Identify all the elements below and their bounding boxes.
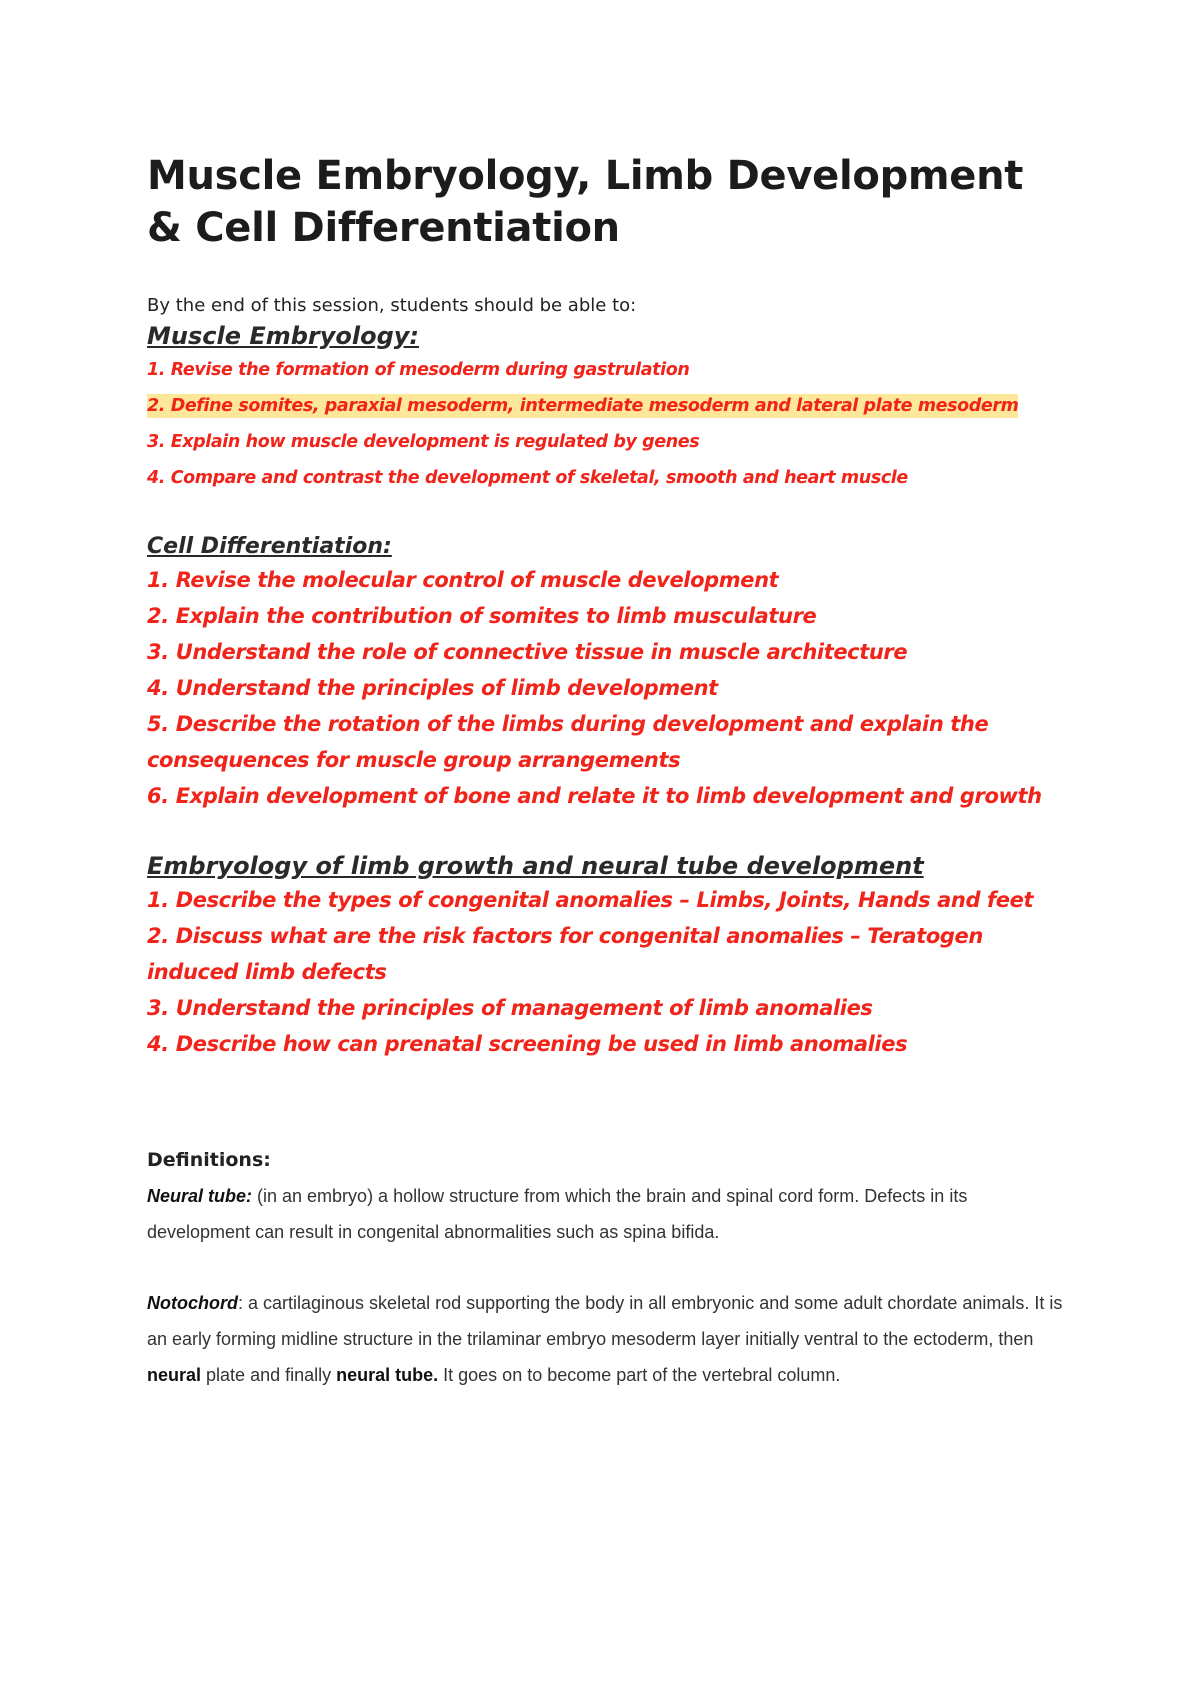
objective-item: 1. Describe the types of congenital anomalies – Limbs, Joints, Hands and feet <box>147 888 1034 912</box>
bold-term: neural tube. <box>336 1365 439 1385</box>
objective-list <box>147 562 1067 814</box>
objective-item: 1. Revise the molecular control of muscle development <box>147 568 779 592</box>
objective-item: 1. Revise the formation of mesoderm during gastrulation <box>147 360 690 380</box>
definitions-section <box>147 1146 1067 1393</box>
objective-item: 3. Understand the principles of management of limb anomalies <box>147 996 873 1020</box>
section-heading: Cell Differentiation: <box>147 534 392 559</box>
objective-list <box>147 352 1067 496</box>
definition-text: : a cartilaginous skeletal rod supporting the body in all embryonic and some adult chordate animals. It is an early forming midline structure in the trilaminar embryo mesoderm layer initially ventral to the ectoderm, then <box>147 1293 1063 1349</box>
section-heading: Muscle Embryology: <box>147 322 420 350</box>
objective-item: 2. Discuss what are the risk factors for congenital anomalies – Teratogen induced limb defects <box>147 924 983 984</box>
section-heading: Embryology of limb growth and neural tube development <box>147 852 924 880</box>
document-title: Muscle Embryology, Limb Development & Cell Differentiation <box>147 153 1024 251</box>
definition-text: plate and finally <box>201 1365 337 1385</box>
objective-item: 6. Explain development of bone and relate it to limb development and growth <box>147 784 1042 808</box>
definition-term: Notochord <box>147 1293 238 1313</box>
section-muscle-embryology <box>147 320 1067 496</box>
definition-notochord <box>147 1285 1067 1393</box>
intro-text: By the end of this session, students should be able to: <box>147 295 637 316</box>
objective-item: 2. Explain the contribution of somites to limb musculature <box>147 604 817 628</box>
objective-list <box>147 882 1067 1062</box>
objective-item: 4. Compare and contrast the development of skeletal, smooth and heart muscle <box>147 468 908 488</box>
objective-item: 4. Describe how can prenatal screening be used in limb anomalies <box>147 1032 908 1056</box>
objective-item-highlighted <box>147 388 1067 424</box>
section-limb-growth-neural-tube <box>147 850 1067 1062</box>
objective-item: 3. Understand the role of connective tissue in muscle architecture <box>147 640 908 664</box>
definitions-heading: Definitions: <box>147 1149 271 1171</box>
definition-term: Neural tube: <box>147 1186 253 1206</box>
definition-text: It goes on to become part of the vertebral column. <box>438 1365 841 1385</box>
objective-item: 3. Explain how muscle development is regulated by genes <box>147 432 700 452</box>
definition-neural-tube <box>147 1178 1067 1250</box>
objective-item: 5. Describe the rotation of the limbs during development and explain the consequences for muscle group arrangements <box>147 712 989 772</box>
objective-item: 4. Understand the principles of limb development <box>147 676 718 700</box>
bold-term: neural <box>147 1365 202 1385</box>
highlighted-text: 2. Define somites, paraxial mesoderm, intermediate mesoderm and lateral plate mesoderm <box>147 396 1019 416</box>
definition-text: (in an embryo) a hollow structure from which the brain and spinal cord form. Defects in its development can result in congenital abnormalities such as spina bifida. <box>147 1186 968 1242</box>
section-cell-differentiation <box>147 532 1067 814</box>
document-page <box>147 150 1067 1393</box>
